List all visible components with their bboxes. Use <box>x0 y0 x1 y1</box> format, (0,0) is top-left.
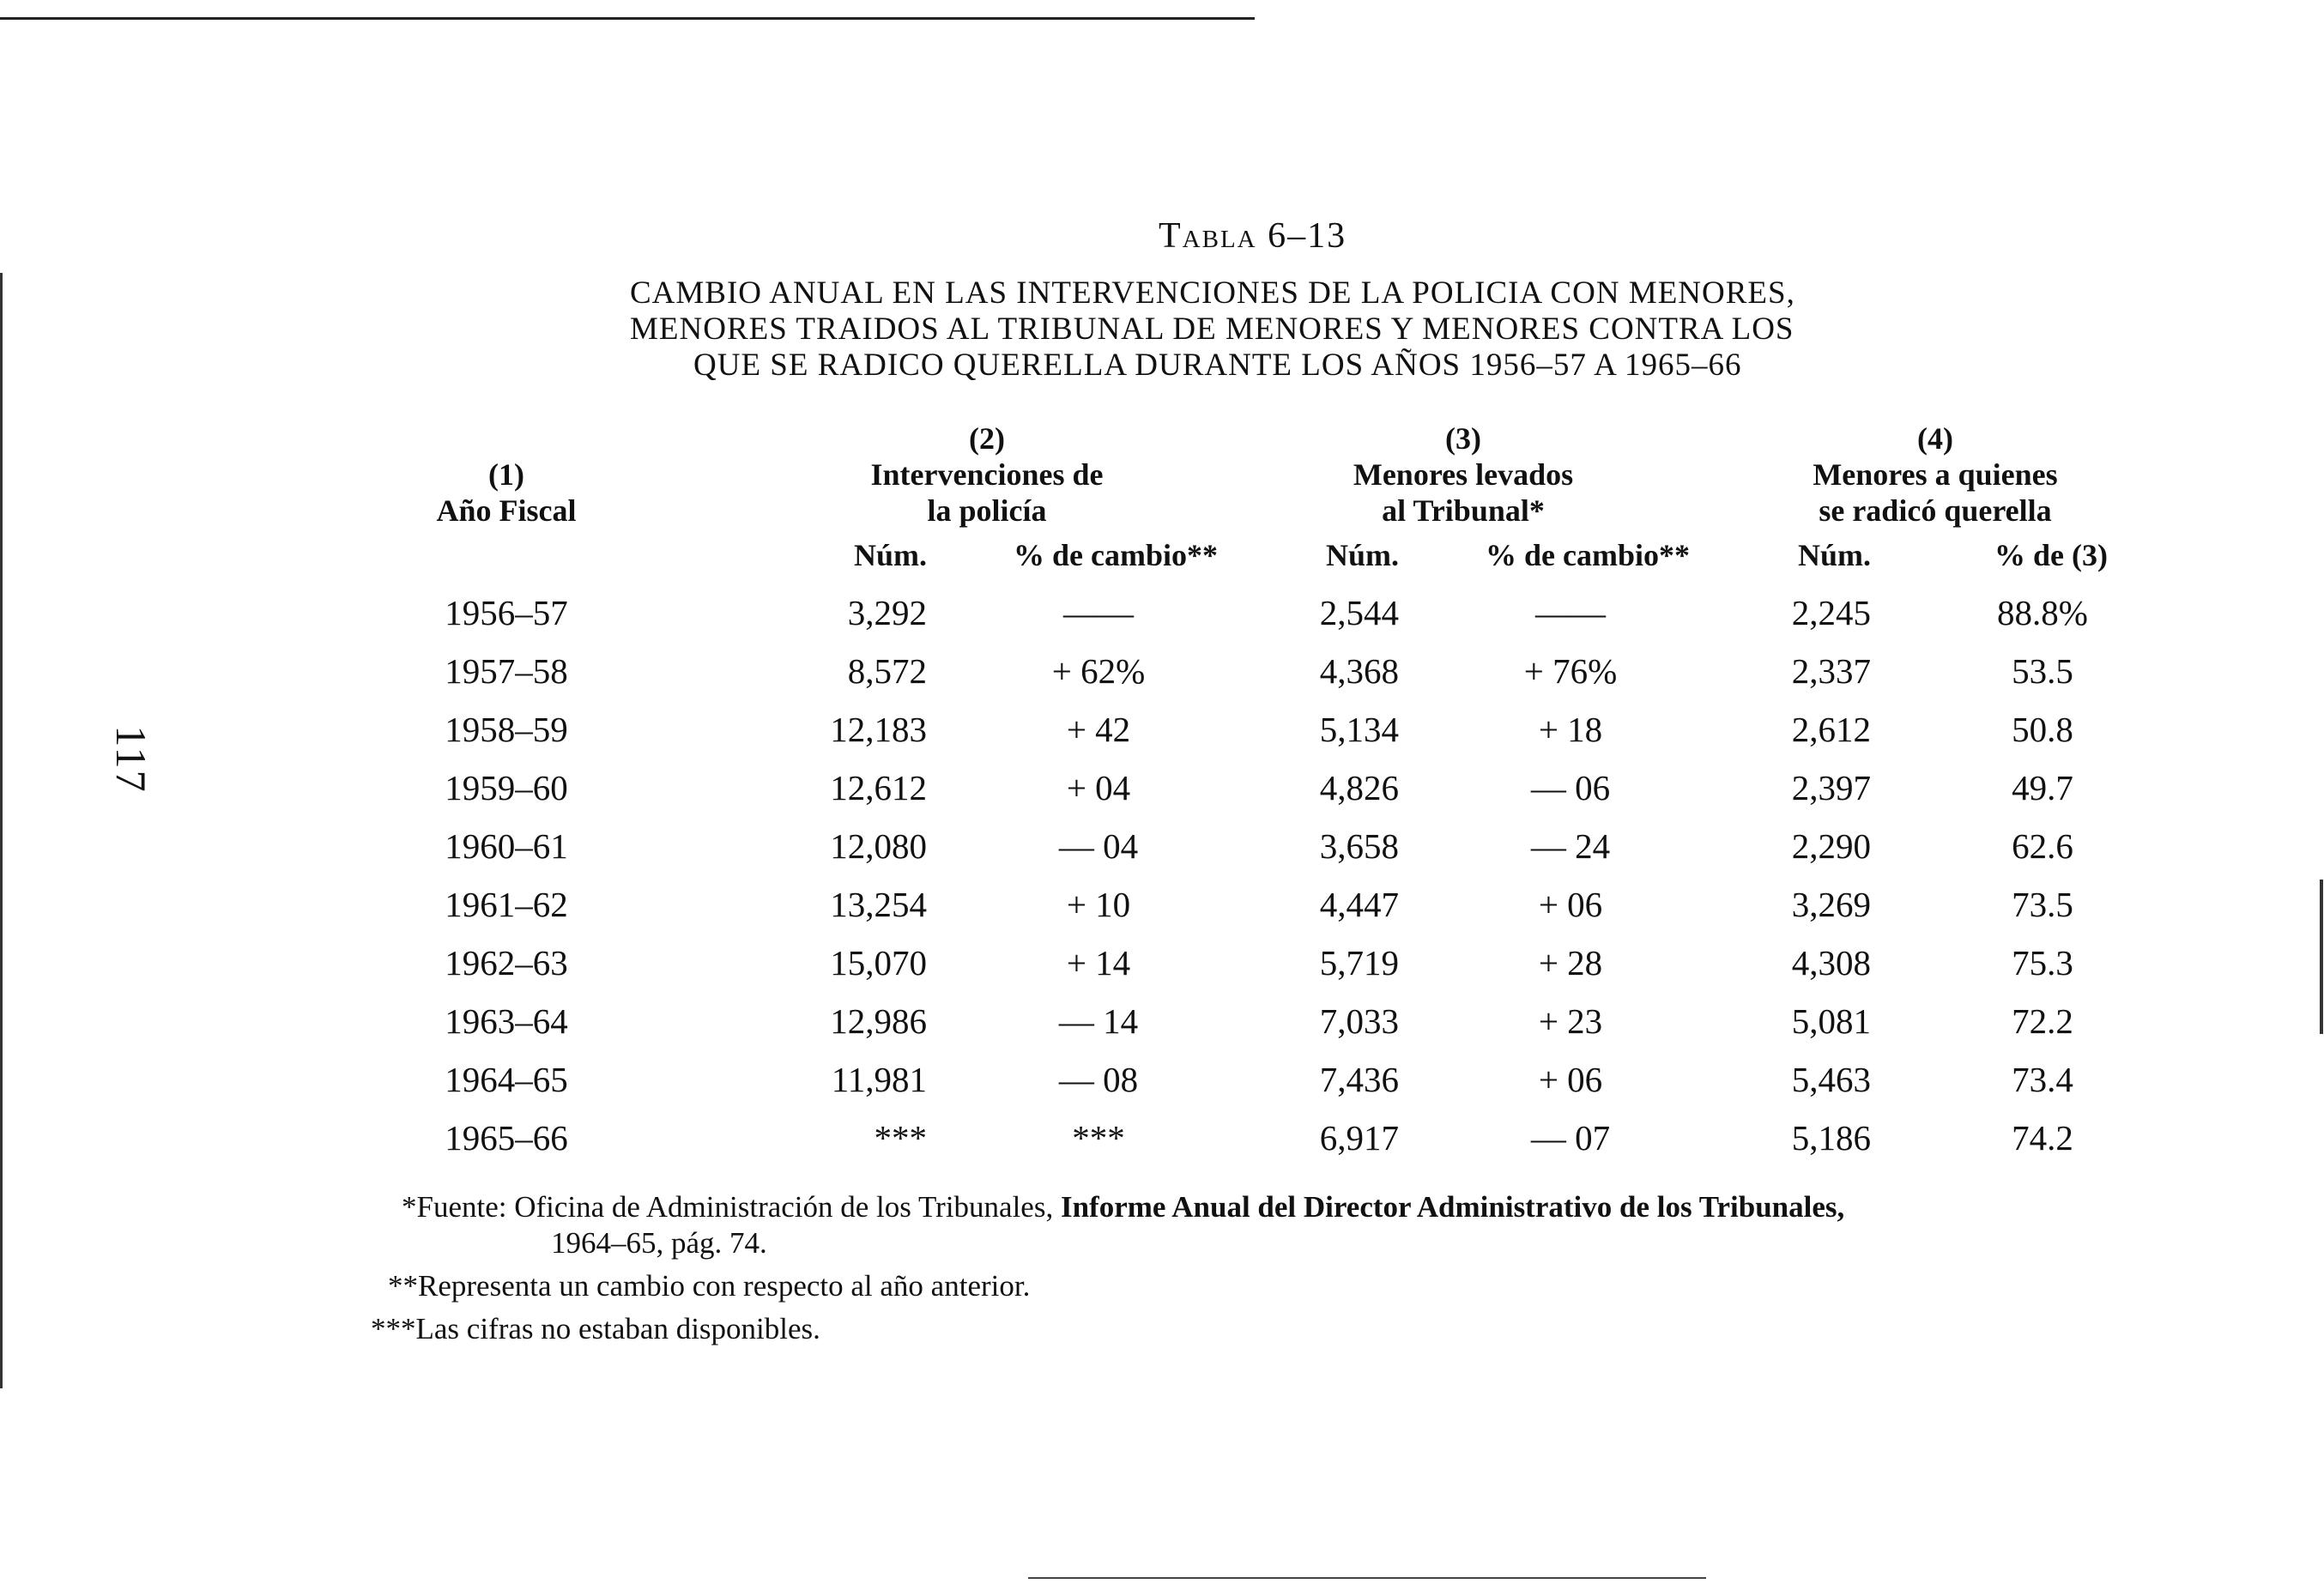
cell-court: 4,826 <box>1319 768 1399 807</box>
footnote-source-title: Informe Anual del Director Administrativo de los Tribunales, <box>1060 1190 1845 1224</box>
cell-interventions: 8,572 <box>847 651 927 691</box>
bottom-rule <box>1028 1577 1706 1579</box>
col3-title-line-2: al Tribunal* <box>1382 493 1545 528</box>
cell-court-change: + 06 <box>1538 1060 1603 1099</box>
col2-pct-header: % de cambio** <box>1014 538 1218 572</box>
cell-complaints-pct: 62.6 <box>2012 826 2073 866</box>
col3-pct-header: % de cambio** <box>1486 538 1690 572</box>
cell-year: 1961–62 <box>445 885 568 924</box>
footnote-source-prefix: *Fuente: Oficina de Administración de los Tribunales, <box>402 1190 1061 1224</box>
cell-interventions-change: — 14 <box>1058 1001 1139 1041</box>
cell-year: 1962–63 <box>445 943 568 982</box>
cell-interventions: 13,254 <box>830 885 927 924</box>
cell-complaints: 5,081 <box>1791 1001 1871 1041</box>
cell-year: 1965–66 <box>445 1118 568 1158</box>
cell-year: 1963–64 <box>445 1001 568 1041</box>
cell-interventions-change: + 14 <box>1066 943 1131 982</box>
footnote-source-line-2: 1964–65, pág. 74. <box>551 1226 767 1260</box>
cell-year: 1964–65 <box>445 1060 568 1099</box>
cell-interventions: 12,612 <box>830 768 927 807</box>
cell-court: 2,544 <box>1319 593 1399 632</box>
cell-year: 1960–61 <box>445 826 568 866</box>
cell-interventions-change: + 04 <box>1066 768 1131 807</box>
cell-court-change: + 28 <box>1538 943 1603 982</box>
col2-number: (2) <box>969 421 1005 456</box>
cell-complaints-pct: 75.3 <box>2012 943 2073 982</box>
cell-complaints-pct: 49.7 <box>2012 768 2073 807</box>
cell-court-change: — 06 <box>1530 768 1611 807</box>
cell-interventions-change: — 04 <box>1058 826 1139 866</box>
cell-interventions-change: + 10 <box>1066 885 1131 924</box>
cell-year: 1958–59 <box>445 710 568 749</box>
col3-number: (3) <box>1445 421 1481 456</box>
col4-title-line-1: Menores a quienes <box>1813 457 2058 492</box>
cell-year: 1959–60 <box>445 768 568 807</box>
cell-complaints: 4,308 <box>1791 943 1871 982</box>
cell-court-change: + 76% <box>1523 651 1618 691</box>
cell-complaints-pct: 74.2 <box>2012 1118 2073 1158</box>
page-number: 117 <box>107 725 155 794</box>
cell-court-change: + 18 <box>1538 710 1603 749</box>
col4-title-line-2: se radicó querella <box>1819 493 2052 528</box>
cell-court-change: + 23 <box>1538 1001 1603 1041</box>
footnote-unavailable: ***Las cifras no estaban disponibles. <box>371 1312 820 1345</box>
right-page-edge <box>2320 880 2323 1034</box>
cell-court-change: + 06 <box>1538 885 1603 924</box>
cell-complaints: 5,463 <box>1791 1060 1871 1099</box>
cell-court: 4,447 <box>1319 885 1399 924</box>
table-title-line-3: QUE SE RADICO QUERELLA DURANTE LOS AÑOS 1956–57 A 1965–66 <box>693 348 1742 383</box>
cell-complaints: 2,290 <box>1791 826 1871 866</box>
cell-court-change: — 07 <box>1530 1118 1611 1158</box>
col1-title: Año Fiscal <box>436 493 577 528</box>
cell-complaints-pct: 72.2 <box>2012 1001 2073 1041</box>
table-title-line-1: CAMBIO ANUAL EN LAS INTERVENCIONES DE LA POLICIA CON MENORES, <box>630 275 1795 311</box>
cell-complaints: 5,186 <box>1791 1118 1871 1158</box>
cell-complaints: 2,397 <box>1791 768 1871 807</box>
col3-num-header: Núm. <box>1325 538 1399 572</box>
cell-complaints: 2,245 <box>1791 593 1871 632</box>
col4-pct-header: % de (3) <box>1994 538 2108 572</box>
cell-interventions: *** <box>874 1118 927 1158</box>
footnote-source <box>402 1189 1844 1225</box>
cell-interventions-change: —— <box>1063 593 1134 632</box>
cell-complaints: 3,269 <box>1791 885 1871 924</box>
cell-court: 6,917 <box>1319 1118 1399 1158</box>
cell-interventions: 15,070 <box>830 943 927 982</box>
cell-interventions-change: — 08 <box>1058 1060 1139 1099</box>
cell-interventions: 12,986 <box>830 1001 927 1041</box>
table-title-line-2: MENORES TRAIDOS AL TRIBUNAL DE MENORES Y MENORES CONTRA LOS <box>630 311 1794 347</box>
cell-interventions: 12,080 <box>830 826 927 866</box>
cell-complaints: 2,337 <box>1791 651 1871 691</box>
cell-court: 5,719 <box>1319 943 1399 982</box>
col2-num-header: Núm. <box>853 538 927 572</box>
footnote-change: **Representa un cambio con respecto al año anterior. <box>388 1269 1031 1303</box>
cell-court-change: —— <box>1535 593 1606 632</box>
col4-number: (4) <box>1917 421 1953 456</box>
cell-complaints-pct: 50.8 <box>2012 710 2073 749</box>
cell-court: 7,033 <box>1319 1001 1399 1041</box>
top-rule <box>0 17 1255 20</box>
cell-year: 1956–57 <box>445 593 568 632</box>
col1-number: (1) <box>488 457 524 492</box>
cell-interventions-change: + 42 <box>1066 710 1131 749</box>
table-label: Tabla 6–13 <box>1159 216 1347 256</box>
cell-court-change: — 24 <box>1530 826 1611 866</box>
cell-complaints-pct: 73.4 <box>2012 1060 2073 1099</box>
cell-court: 5,134 <box>1319 710 1399 749</box>
cell-complaints-pct: 73.5 <box>2012 885 2073 924</box>
cell-year: 1957–58 <box>445 651 568 691</box>
cell-interventions: 11,981 <box>831 1060 927 1099</box>
cell-interventions: 3,292 <box>847 593 927 632</box>
cell-complaints-pct: 53.5 <box>2012 651 2073 691</box>
cell-interventions-change: *** <box>1072 1118 1125 1158</box>
cell-interventions-change: + 62% <box>1051 651 1146 691</box>
col4-num-header: Núm. <box>1797 538 1871 572</box>
cell-court: 7,436 <box>1319 1060 1399 1099</box>
cell-complaints-pct: 88.8% <box>1997 593 2088 632</box>
col3-title-line-1: Menores levados <box>1353 457 1574 492</box>
cell-complaints: 2,612 <box>1791 710 1871 749</box>
cell-court: 4,368 <box>1319 651 1399 691</box>
col2-title-line-2: la policía <box>927 493 1047 528</box>
cell-court: 3,658 <box>1319 826 1399 866</box>
cell-interventions: 12,183 <box>830 710 927 749</box>
col2-title-line-1: Intervenciones de <box>870 457 1104 492</box>
left-page-edge <box>0 273 3 1388</box>
